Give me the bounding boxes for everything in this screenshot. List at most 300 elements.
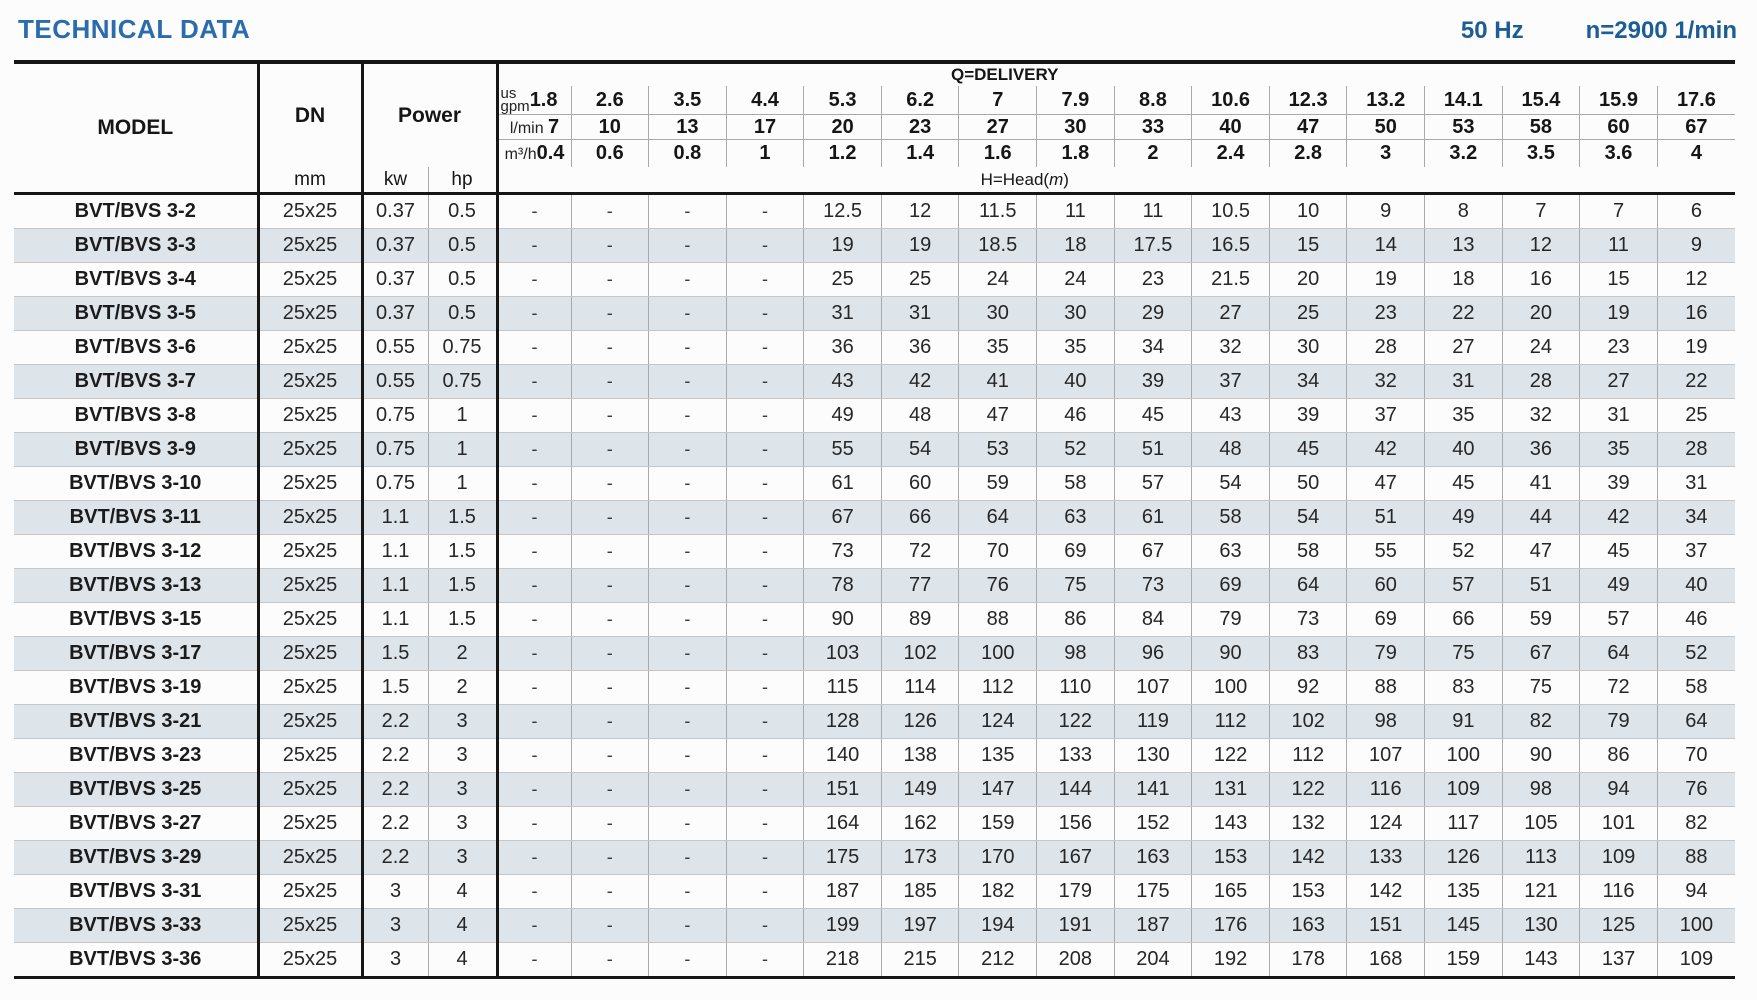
q-column-header-gpm: 4.4 <box>726 86 804 115</box>
head-value-cell: 57 <box>1580 603 1658 637</box>
head-value-cell: 7 <box>1580 194 1658 229</box>
table-header <box>14 62 1735 194</box>
head-value-cell: 175 <box>804 841 882 875</box>
head-value-cell: 35 <box>1580 433 1658 467</box>
head-value-empty-cell: - <box>571 535 649 569</box>
dn-cell: 25x25 <box>258 399 362 433</box>
head-value-cell: 83 <box>1425 671 1503 705</box>
head-value-cell: 37 <box>1657 535 1735 569</box>
head-value-empty-cell: - <box>497 297 571 331</box>
head-value-cell: 185 <box>881 875 959 909</box>
table-row <box>14 467 1735 501</box>
head-value-empty-cell: - <box>571 603 649 637</box>
q-column-header-lmin: 13 <box>649 115 727 140</box>
head-value-cell: 29 <box>1114 297 1192 331</box>
kw-cell: 0.37 <box>362 229 428 263</box>
head-value-cell: 66 <box>1425 603 1503 637</box>
head-value-cell: 114 <box>881 671 959 705</box>
head-value-empty-cell: - <box>649 637 727 671</box>
head-value-cell: 50 <box>1269 467 1347 501</box>
head-value-cell: 9 <box>1347 194 1425 229</box>
head-value-cell: 25 <box>1269 297 1347 331</box>
head-value-cell: 86 <box>1037 603 1115 637</box>
q-column-header-lmin: 10 <box>571 115 649 140</box>
head-value-empty-cell: - <box>571 297 649 331</box>
hp-cell: 0.5 <box>428 263 497 297</box>
q-column-header-gpm: 15.4 <box>1502 86 1580 115</box>
head-value-cell: 107 <box>1114 671 1192 705</box>
q-column-header-m3h: m³/h0.4 <box>504 142 565 164</box>
head-value-empty-cell: - <box>497 194 571 229</box>
head-value-empty-cell: - <box>571 399 649 433</box>
head-value-cell: 138 <box>881 739 959 773</box>
kw-cell: 1.1 <box>362 569 428 603</box>
head-value-cell: 130 <box>1114 739 1192 773</box>
model-cell: BVT/BVS 3-5 <box>14 297 258 331</box>
head-value-cell: 124 <box>959 705 1037 739</box>
head-value-cell: 103 <box>804 637 882 671</box>
head-value-empty-cell: - <box>726 943 804 978</box>
head-value-cell: 84 <box>1114 603 1192 637</box>
head-value-cell: 152 <box>1114 807 1192 841</box>
head-value-cell: 13 <box>1425 229 1503 263</box>
head-value-cell: 21.5 <box>1192 263 1270 297</box>
hp-cell: 1.5 <box>428 569 497 603</box>
table-row <box>14 807 1735 841</box>
dn-cell: 25x25 <box>258 841 362 875</box>
hp-cell: 0.75 <box>428 365 497 399</box>
head-value-empty-cell: - <box>571 671 649 705</box>
head-value-cell: 11 <box>1114 194 1192 229</box>
q-column-header-gpm: 5.3 <box>804 86 882 115</box>
head-value-cell: 35 <box>1037 331 1115 365</box>
q-column-header-gpm: 6.2 <box>881 86 959 115</box>
head-value-cell: 60 <box>881 467 959 501</box>
kw-cell: 0.37 <box>362 263 428 297</box>
q-column-header-gpm: 3.5 <box>649 86 727 115</box>
head-value-cell: 72 <box>881 535 959 569</box>
head-value-empty-cell: - <box>571 807 649 841</box>
q-column-header-m3h: 0.6 <box>571 140 649 168</box>
head-value-empty-cell: - <box>726 365 804 399</box>
head-value-cell: 16.5 <box>1192 229 1270 263</box>
head-value-empty-cell: - <box>571 637 649 671</box>
head-value-cell: 31 <box>1425 365 1503 399</box>
head-value-cell: 16 <box>1502 263 1580 297</box>
head-value-empty-cell: - <box>649 263 727 297</box>
kw-cell: 1.1 <box>362 535 428 569</box>
head-value-empty-cell: - <box>497 229 571 263</box>
head-value-cell: 66 <box>881 501 959 535</box>
head-value-empty-cell: - <box>497 841 571 875</box>
head-value-cell: 28 <box>1347 331 1425 365</box>
dn-cell: 25x25 <box>258 909 362 943</box>
head-value-empty-cell: - <box>726 671 804 705</box>
head-value-empty-cell: - <box>726 739 804 773</box>
head-value-empty-cell: - <box>649 807 727 841</box>
q-column-header-m3h: 1.8 <box>1037 140 1115 168</box>
model-cell: BVT/BVS 3-31 <box>14 875 258 909</box>
head-value-empty-cell: - <box>571 705 649 739</box>
head-value-empty-cell: - <box>726 705 804 739</box>
column-header-model: MODEL <box>14 62 258 194</box>
head-value-cell: 135 <box>959 739 1037 773</box>
hp-cell: 0.5 <box>428 194 497 229</box>
head-value-cell: 176 <box>1192 909 1270 943</box>
head-value-cell: 39 <box>1114 365 1192 399</box>
model-cell: BVT/BVS 3-29 <box>14 841 258 875</box>
q-column-header-gpm: 8.8 <box>1114 86 1192 115</box>
table-row <box>14 365 1735 399</box>
head-value-cell: 42 <box>1580 501 1658 535</box>
head-value-cell: 54 <box>1269 501 1347 535</box>
head-value-cell: 67 <box>1502 637 1580 671</box>
head-value-empty-cell: - <box>649 773 727 807</box>
head-value-cell: 208 <box>1037 943 1115 978</box>
head-value-cell: 69 <box>1347 603 1425 637</box>
head-value-empty-cell: - <box>497 875 571 909</box>
head-value-cell: 98 <box>1347 705 1425 739</box>
q-column-header-m3h: 0.8 <box>649 140 727 168</box>
head-value-empty-cell: - <box>726 569 804 603</box>
head-value-empty-cell: - <box>571 365 649 399</box>
head-value-empty-cell: - <box>497 773 571 807</box>
head-value-cell: 32 <box>1502 399 1580 433</box>
head-value-cell: 162 <box>881 807 959 841</box>
head-value-empty-cell: - <box>726 637 804 671</box>
q-column-header-gpm: 7.9 <box>1037 86 1115 115</box>
head-value-cell: 100 <box>1192 671 1270 705</box>
head-value-empty-cell: - <box>571 773 649 807</box>
head-value-empty-cell: - <box>571 875 649 909</box>
kw-cell: 3 <box>362 943 428 978</box>
q-column-header-gpm: 17.6 <box>1657 86 1735 115</box>
head-value-cell: 86 <box>1580 739 1658 773</box>
head-value-cell: 37 <box>1192 365 1270 399</box>
head-value-cell: 46 <box>1657 603 1735 637</box>
head-value-cell: 40 <box>1425 433 1503 467</box>
head-value-cell: 52 <box>1037 433 1115 467</box>
head-value-cell: 35 <box>959 331 1037 365</box>
q-column-header-m3h: 3.2 <box>1425 140 1503 168</box>
head-value-cell: 42 <box>881 365 959 399</box>
table-row <box>14 331 1735 365</box>
q-column-header-lmin: 23 <box>881 115 959 140</box>
head-value-cell: 31 <box>804 297 882 331</box>
dn-cell: 25x25 <box>258 501 362 535</box>
table-row <box>14 501 1735 535</box>
head-value-cell: 192 <box>1192 943 1270 978</box>
model-cell: BVT/BVS 3-10 <box>14 467 258 501</box>
head-value-cell: 43 <box>1192 399 1270 433</box>
head-value-cell: 27 <box>1580 365 1658 399</box>
head-value-cell: 142 <box>1347 875 1425 909</box>
head-value-cell: 143 <box>1502 943 1580 978</box>
head-value-cell: 141 <box>1114 773 1192 807</box>
head-value-cell: 54 <box>1192 467 1270 501</box>
head-value-cell: 36 <box>804 331 882 365</box>
head-value-cell: 100 <box>1425 739 1503 773</box>
head-value-cell: 182 <box>959 875 1037 909</box>
head-value-cell: 15 <box>1580 263 1658 297</box>
head-value-empty-cell: - <box>497 671 571 705</box>
q-column-header-m3h: 1.4 <box>881 140 959 168</box>
q-column-header-lmin: 40 <box>1192 115 1270 140</box>
head-value-cell: 204 <box>1114 943 1192 978</box>
q-column-header-m3h: 2 <box>1114 140 1192 168</box>
head-value-cell: 199 <box>804 909 882 943</box>
head-value-empty-cell: - <box>726 467 804 501</box>
hp-cell: 1.5 <box>428 535 497 569</box>
kw-cell: 0.37 <box>362 297 428 331</box>
head-value-cell: 12 <box>1502 229 1580 263</box>
head-value-cell: 45 <box>1114 399 1192 433</box>
kw-cell: 2.2 <box>362 739 428 773</box>
head-value-cell: 67 <box>1114 535 1192 569</box>
head-value-cell: 28 <box>1502 365 1580 399</box>
hp-cell: 1 <box>428 399 497 433</box>
head-value-cell: 109 <box>1657 943 1735 978</box>
kw-cell: 2.2 <box>362 705 428 739</box>
q-column-header-m3h: 3.6 <box>1580 140 1658 168</box>
head-value-cell: 49 <box>1580 569 1658 603</box>
head-value-cell: 116 <box>1580 875 1658 909</box>
head-value-cell: 51 <box>1114 433 1192 467</box>
head-value-cell: 58 <box>1037 467 1115 501</box>
head-value-cell: 175 <box>1114 875 1192 909</box>
head-value-cell: 32 <box>1192 331 1270 365</box>
head-value-cell: 31 <box>1657 467 1735 501</box>
head-value-cell: 69 <box>1037 535 1115 569</box>
head-value-cell: 101 <box>1580 807 1658 841</box>
head-value-cell: 191 <box>1037 909 1115 943</box>
head-value-cell: 73 <box>1269 603 1347 637</box>
head-value-cell: 11.5 <box>959 194 1037 229</box>
head-value-empty-cell: - <box>497 535 571 569</box>
kw-cell: 0.75 <box>362 467 428 501</box>
head-value-cell: 44 <box>1502 501 1580 535</box>
head-value-cell: 48 <box>1192 433 1270 467</box>
head-value-cell: 170 <box>959 841 1037 875</box>
head-value-cell: 159 <box>959 807 1037 841</box>
head-value-empty-cell: - <box>649 433 727 467</box>
head-value-cell: 51 <box>1347 501 1425 535</box>
head-value-cell: 163 <box>1114 841 1192 875</box>
head-value-cell: 88 <box>1657 841 1735 875</box>
head-value-cell: 30 <box>1269 331 1347 365</box>
head-value-cell: 131 <box>1192 773 1270 807</box>
table-row <box>14 297 1735 331</box>
head-value-cell: 178 <box>1269 943 1347 978</box>
head-value-cell: 100 <box>959 637 1037 671</box>
head-value-cell: 116 <box>1347 773 1425 807</box>
head-value-empty-cell: - <box>649 909 727 943</box>
head-value-cell: 41 <box>959 365 1037 399</box>
head-value-cell: 34 <box>1114 331 1192 365</box>
head-value-empty-cell: - <box>649 467 727 501</box>
head-value-cell: 105 <box>1502 807 1580 841</box>
head-value-cell: 12.5 <box>804 194 882 229</box>
dn-cell: 25x25 <box>258 739 362 773</box>
head-value-cell: 135 <box>1425 875 1503 909</box>
table-row <box>14 671 1735 705</box>
head-value-cell: 137 <box>1580 943 1658 978</box>
table-row <box>14 739 1735 773</box>
q-column-header-m3h: 2.8 <box>1269 140 1347 168</box>
head-value-cell: 70 <box>959 535 1037 569</box>
head-value-cell: 27 <box>1192 297 1270 331</box>
q-column-header-gpm: 7 <box>959 86 1037 115</box>
head-value-cell: 8 <box>1425 194 1503 229</box>
q-column-header-m3h: 1 <box>726 140 804 168</box>
head-value-empty-cell: - <box>726 194 804 229</box>
model-cell: BVT/BVS 3-2 <box>14 194 258 229</box>
table-row <box>14 773 1735 807</box>
kw-cell: 1.5 <box>362 671 428 705</box>
model-cell: BVT/BVS 3-12 <box>14 535 258 569</box>
head-value-cell: 115 <box>804 671 882 705</box>
head-value-cell: 69 <box>1192 569 1270 603</box>
head-value-empty-cell: - <box>649 331 727 365</box>
table-row <box>14 909 1735 943</box>
head-value-empty-cell: - <box>726 399 804 433</box>
head-value-cell: 159 <box>1425 943 1503 978</box>
dn-cell: 25x25 <box>258 297 362 331</box>
hp-unit-label: hp <box>428 167 497 194</box>
head-value-cell: 153 <box>1192 841 1270 875</box>
head-value-empty-cell: - <box>497 501 571 535</box>
head-value-cell: 126 <box>1425 841 1503 875</box>
head-value-cell: 194 <box>959 909 1037 943</box>
model-cell: BVT/BVS 3-36 <box>14 943 258 978</box>
head-value-cell: 75 <box>1425 637 1503 671</box>
head-value-cell: 107 <box>1347 739 1425 773</box>
q-column-header-lmin: 67 <box>1657 115 1735 140</box>
hp-cell: 4 <box>428 875 497 909</box>
head-value-cell: 23 <box>1347 297 1425 331</box>
head-value-cell: 57 <box>1114 467 1192 501</box>
table-row <box>14 433 1735 467</box>
speed-label: n=2900 1/min <box>1585 17 1737 44</box>
dn-cell: 25x25 <box>258 603 362 637</box>
head-value-cell: 164 <box>804 807 882 841</box>
table-row <box>14 603 1735 637</box>
head-value-cell: 45 <box>1269 433 1347 467</box>
head-value-empty-cell: - <box>497 637 571 671</box>
hp-cell: 4 <box>428 943 497 978</box>
q-column-header-m3h: 3.5 <box>1502 140 1580 168</box>
head-value-cell: 82 <box>1502 705 1580 739</box>
model-cell: BVT/BVS 3-11 <box>14 501 258 535</box>
head-value-cell: 72 <box>1580 671 1658 705</box>
hp-cell: 3 <box>428 773 497 807</box>
q-column-header-lmin: 58 <box>1502 115 1580 140</box>
head-value-cell: 122 <box>1269 773 1347 807</box>
dn-cell: 25x25 <box>258 943 362 978</box>
head-value-cell: 215 <box>881 943 959 978</box>
head-value-empty-cell: - <box>649 705 727 739</box>
head-value-cell: 121 <box>1502 875 1580 909</box>
head-value-cell: 98 <box>1037 637 1115 671</box>
hp-cell: 0.5 <box>428 229 497 263</box>
head-value-cell: 77 <box>881 569 959 603</box>
head-value-cell: 122 <box>1192 739 1270 773</box>
q-column-header-gpm: 2.6 <box>571 86 649 115</box>
kw-cell: 0.55 <box>362 331 428 365</box>
kw-cell: 2.2 <box>362 841 428 875</box>
head-value-cell: 78 <box>804 569 882 603</box>
head-value-empty-cell: - <box>726 875 804 909</box>
head-value-empty-cell: - <box>497 399 571 433</box>
head-value-cell: 89 <box>881 603 959 637</box>
head-value-empty-cell: - <box>726 297 804 331</box>
head-value-cell: 25 <box>1657 399 1735 433</box>
dn-cell: 25x25 <box>258 671 362 705</box>
head-value-cell: 25 <box>881 263 959 297</box>
head-value-cell: 168 <box>1347 943 1425 978</box>
kw-cell: 1.1 <box>362 501 428 535</box>
table-row <box>14 229 1735 263</box>
head-value-cell: 142 <box>1269 841 1347 875</box>
head-value-cell: 18.5 <box>959 229 1037 263</box>
head-value-cell: 90 <box>1192 637 1270 671</box>
head-value-cell: 31 <box>881 297 959 331</box>
head-value-cell: 117 <box>1425 807 1503 841</box>
head-value-cell: 55 <box>804 433 882 467</box>
kw-cell: 2.2 <box>362 807 428 841</box>
head-value-empty-cell: - <box>571 467 649 501</box>
head-value-empty-cell: - <box>726 535 804 569</box>
technical-data-table <box>14 60 1735 979</box>
head-value-cell: 212 <box>959 943 1037 978</box>
head-value-cell: 46 <box>1037 399 1115 433</box>
head-value-cell: 124 <box>1347 807 1425 841</box>
head-value-cell: 151 <box>804 773 882 807</box>
head-value-cell: 102 <box>1269 705 1347 739</box>
head-value-cell: 34 <box>1269 365 1347 399</box>
head-value-cell: 88 <box>959 603 1037 637</box>
head-value-cell: 59 <box>1502 603 1580 637</box>
head-value-cell: 110 <box>1037 671 1115 705</box>
model-cell: BVT/BVS 3-21 <box>14 705 258 739</box>
q-column-header-lmin: 50 <box>1347 115 1425 140</box>
q-column-header-lmin: 17 <box>726 115 804 140</box>
head-value-cell: 24 <box>1037 263 1115 297</box>
head-value-cell: 49 <box>1425 501 1503 535</box>
head-value-cell: 60 <box>1347 569 1425 603</box>
head-value-cell: 94 <box>1580 773 1658 807</box>
dn-cell: 25x25 <box>258 569 362 603</box>
head-value-empty-cell: - <box>726 841 804 875</box>
head-value-cell: 52 <box>1657 637 1735 671</box>
q-column-header-lmin: l/min 7 <box>497 115 571 140</box>
head-value-cell: 19 <box>881 229 959 263</box>
head-value-cell: 39 <box>1580 467 1658 501</box>
head-value-empty-cell: - <box>649 943 727 978</box>
model-cell: BVT/BVS 3-17 <box>14 637 258 671</box>
head-value-empty-cell: - <box>571 194 649 229</box>
head-value-cell: 128 <box>804 705 882 739</box>
hp-cell: 1.5 <box>428 501 497 535</box>
head-value-empty-cell: - <box>497 943 571 978</box>
dn-cell: 25x25 <box>258 807 362 841</box>
head-group-label: H=Head(m) <box>497 167 1735 194</box>
head-value-cell: 22 <box>1425 297 1503 331</box>
head-value-cell: 55 <box>1347 535 1425 569</box>
dn-unit-label: mm <box>258 167 362 194</box>
head-value-cell: 109 <box>1425 773 1503 807</box>
dn-cell: 25x25 <box>258 229 362 263</box>
